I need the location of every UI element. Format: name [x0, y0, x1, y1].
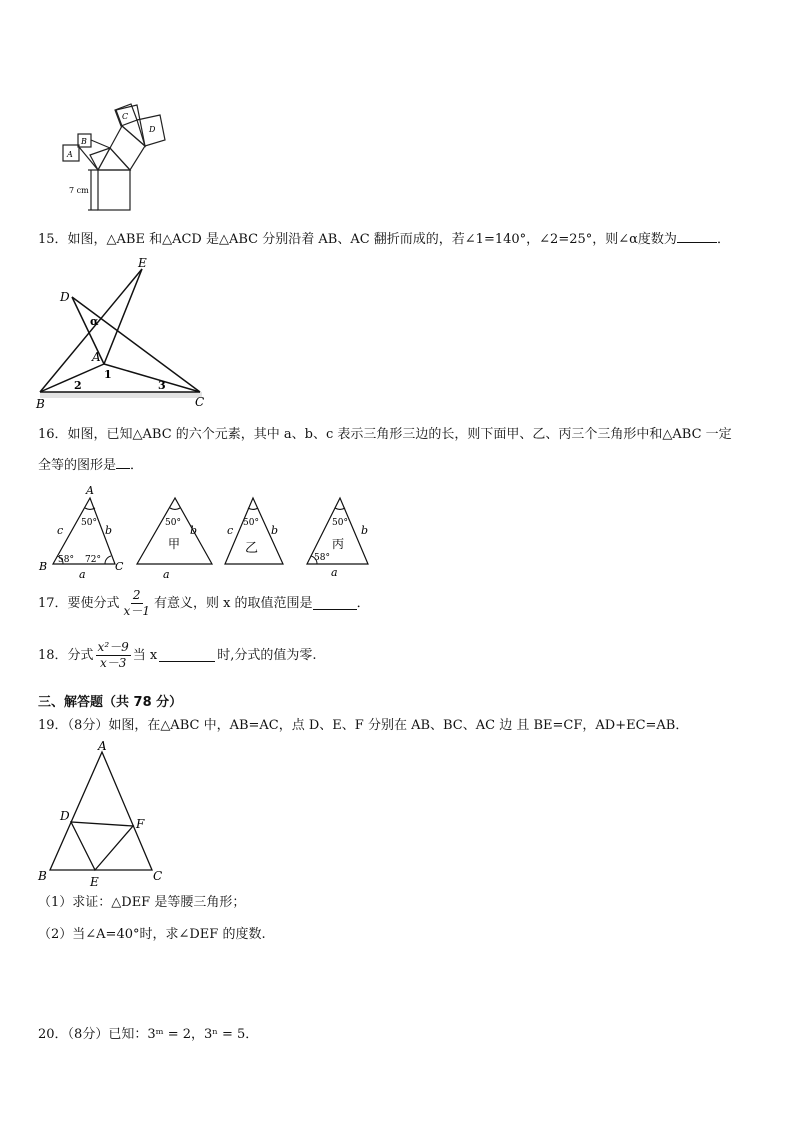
svg-text:C: C [153, 869, 163, 883]
q15-figure [32, 255, 212, 415]
svg-text:b: b [361, 524, 369, 537]
label-yi: 乙 [245, 541, 259, 556]
label-a: A [92, 350, 101, 364]
svg-text:50°: 50° [332, 518, 348, 528]
triangle-def [71, 822, 133, 870]
label-jia: 甲 [168, 537, 181, 551]
svg-text:C: C [115, 560, 124, 573]
svg-text:b: b [190, 524, 198, 537]
svg-text:B: B [39, 560, 48, 573]
question-15: 15．如图，△ABE 和△ACD 是△ABC 分别沿着 AB、AC 翻折而成的，若∠1=140°，∠2=25°，则∠α度数为 ． [38, 232, 730, 247]
svg-text:E: E [90, 875, 99, 889]
svg-text:72°: 72° [85, 555, 101, 565]
svg-text:F: F [136, 817, 145, 831]
question-20: 20．（8分）已知：3ᵐ = 2，3ⁿ = 5． [38, 1027, 259, 1042]
svg-text:58°: 58° [58, 555, 74, 565]
length-label: 7 cm [69, 186, 89, 195]
big-square [98, 170, 130, 210]
q16-figure [35, 482, 380, 582]
label-2: 2 [74, 379, 82, 392]
question-19: 19．（8分）如图，在△ABC 中，AB=AC，点 D、E、F 分别在 AB、BC、AC 边 且 BE=CF，AD+EC=AB． [38, 718, 689, 733]
q16-answer-blank[interactable] [116, 456, 130, 469]
label-bing: 丙 [332, 537, 345, 551]
label-c: C [195, 395, 205, 409]
label-a: A [67, 150, 73, 159]
svg-text:50°: 50° [243, 518, 259, 528]
svg-text:58°: 58° [314, 553, 330, 563]
svg-text:b: b [271, 524, 279, 537]
section-heading: 三、解答题（共 78 分） [38, 695, 183, 710]
svg-text:a: a [163, 568, 170, 581]
q15-answer-blank[interactable] [677, 230, 717, 243]
svg-text:c: c [57, 524, 64, 537]
label-b: B [81, 137, 87, 146]
q19-part2: （2）当∠A=40°时，求∠DEF 的度数. [38, 927, 266, 942]
label-e: E [138, 256, 147, 270]
label-c: C [122, 112, 129, 121]
label-d: D [60, 290, 70, 304]
label-d: D [149, 125, 156, 134]
svg-text:D: D [60, 809, 70, 823]
middle-square [110, 126, 145, 170]
svg-text:a: a [79, 568, 86, 581]
q15-text: 15．如图，△ABE 和△ACD 是△ABC 分别沿着 AB、AC 翻折而成的，若∠1=140°，∠2=25°，则∠α度数为 [38, 232, 677, 247]
label-3: 3 [158, 379, 166, 392]
q18-answer-blank[interactable] [159, 649, 215, 662]
small-triangle [90, 148, 110, 170]
svg-text:B: B [38, 869, 47, 883]
q19-figure [35, 740, 175, 890]
svg-text:50°: 50° [81, 518, 97, 528]
q17-fraction: $\frac{2}{x-1}$ [123, 588, 150, 618]
label-b: B [36, 397, 45, 411]
right-triangle [98, 148, 130, 170]
q19-part1: （1）求证：△DEF 是等腰三角形； [38, 895, 246, 910]
question-16-line2: 全等的图形是 ． [38, 458, 144, 473]
svg-text:A: A [98, 740, 107, 753]
question-17: 17．要使分式 $\frac{2}{x-1}$ 有意义，则 x 的取值范围是 ． [38, 588, 370, 618]
svg-text:a: a [331, 566, 338, 579]
label-alpha: α [90, 315, 99, 328]
squares-figure [55, 100, 185, 215]
q17-answer-blank[interactable] [313, 597, 357, 610]
triangle-jia [137, 498, 212, 564]
ground-hatch [40, 392, 202, 398]
label-1: 1 [104, 368, 112, 381]
svg-text:c: c [227, 524, 234, 537]
q18-fraction: $\frac{\text{x²－9}}{x-3}$ [97, 640, 129, 670]
question-16-line1: 16．如图，已知△ABC 的六个元素，其中 a、b、c 表示三角形三边的长，则下面甲、乙、丙三个三角形中和△ABC 一定 [38, 427, 732, 442]
svg-text:b: b [105, 524, 113, 537]
question-18: 18．分式 $\frac{\text{x²－9}}{x-3}$ 当 x 时,分式的值为零. [38, 640, 317, 670]
svg-text:A: A [86, 484, 94, 497]
svg-text:50°: 50° [165, 518, 181, 528]
